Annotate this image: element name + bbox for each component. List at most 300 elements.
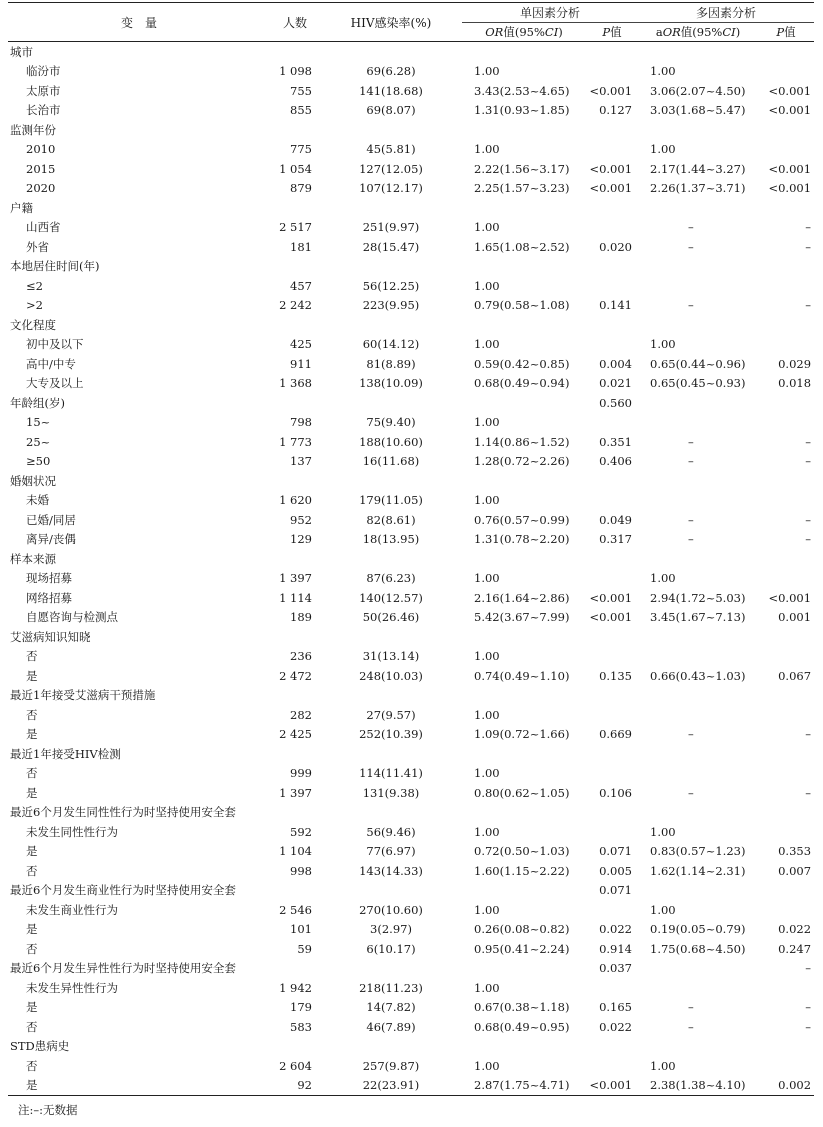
group-label: 样本来源 bbox=[10, 551, 56, 566]
cell-rate: 31(13.14) bbox=[362, 649, 420, 664]
cell-p: 0.106 bbox=[599, 785, 633, 800]
cell-or: 5.42(3.67~7.99) bbox=[474, 610, 570, 625]
cell-count bbox=[270, 471, 320, 491]
cell-or bbox=[462, 393, 586, 413]
table-row bbox=[8, 647, 814, 667]
cell-ap bbox=[758, 140, 814, 160]
cell-count: 1 397 bbox=[279, 571, 312, 586]
cell-aor bbox=[638, 276, 758, 296]
cell-p bbox=[586, 413, 638, 433]
cell-count bbox=[270, 1037, 320, 1057]
table-row bbox=[8, 276, 814, 296]
group-row bbox=[8, 627, 814, 647]
table-row bbox=[8, 432, 814, 452]
cell-count: 2 604 bbox=[279, 1058, 312, 1073]
cell-ap bbox=[758, 705, 814, 725]
cell-aor bbox=[638, 881, 758, 901]
cell-aor: 0.66(0.43~1.03) bbox=[650, 668, 746, 683]
table-row bbox=[8, 900, 814, 920]
table-body bbox=[8, 42, 814, 1096]
cell-aor: 1.00 bbox=[650, 902, 676, 917]
cell-ap: 0.029 bbox=[778, 356, 812, 371]
cell-p bbox=[586, 1037, 638, 1057]
cell-p bbox=[586, 686, 638, 706]
cell-ap bbox=[758, 393, 814, 413]
cell-rate: 14(7.82) bbox=[366, 1000, 416, 1015]
cell-or: 0.67(0.38~1.18) bbox=[474, 1000, 570, 1015]
cell-or: 3.43(2.53~4.65) bbox=[474, 83, 570, 98]
group-row bbox=[8, 744, 814, 764]
table-row bbox=[8, 998, 814, 1018]
cell-or: 1.00 bbox=[474, 707, 500, 722]
cell-ap bbox=[758, 413, 814, 433]
group-label: 最近1年接受艾滋病干预措施 bbox=[10, 688, 156, 703]
row-label: ≥50 bbox=[26, 454, 51, 469]
cell-count: 1 368 bbox=[279, 376, 312, 391]
table-row bbox=[8, 1056, 814, 1076]
header-p-italic: P bbox=[602, 25, 611, 39]
cell-p: 0.141 bbox=[599, 298, 633, 313]
cell-aor bbox=[638, 42, 758, 62]
cell-count: 189 bbox=[290, 610, 312, 625]
cell-p: <0.001 bbox=[589, 83, 633, 98]
cell-aor: 2.17(1.44~3.27) bbox=[650, 161, 746, 176]
cell-rate: 56(9.46) bbox=[366, 824, 416, 839]
cell-aor: 3.06(2.07~4.50) bbox=[650, 83, 746, 98]
cell-aor bbox=[638, 686, 758, 706]
table-row bbox=[8, 374, 814, 394]
table-row bbox=[8, 978, 814, 998]
group-row bbox=[8, 803, 814, 823]
cell-ap: – bbox=[805, 1019, 812, 1034]
row-label: >2 bbox=[26, 298, 43, 313]
cell-ap bbox=[758, 62, 814, 82]
cell-aor bbox=[638, 978, 758, 998]
row-label: 未发生商业性行为 bbox=[26, 902, 118, 917]
cell-or bbox=[462, 686, 586, 706]
cell-rate: 45(5.81) bbox=[366, 142, 416, 157]
cell-or bbox=[462, 549, 586, 569]
cell-p bbox=[586, 471, 638, 491]
cell-rate: 77(6.97) bbox=[366, 844, 416, 859]
cell-aor: – bbox=[688, 434, 694, 449]
table-row bbox=[8, 62, 814, 82]
cell-aor bbox=[638, 959, 758, 979]
header-or bbox=[462, 23, 586, 42]
cell-aor: 0.83(0.57~1.23) bbox=[650, 844, 746, 859]
cell-or bbox=[462, 627, 586, 647]
cell-rate: 75(9.40) bbox=[366, 415, 416, 430]
cell-p: 0.020 bbox=[599, 239, 633, 254]
cell-p: 0.004 bbox=[599, 356, 633, 371]
cell-count: 999 bbox=[290, 766, 312, 781]
cell-count: 998 bbox=[290, 863, 312, 878]
cell-aor bbox=[638, 705, 758, 725]
cell-count: 92 bbox=[297, 1078, 312, 1093]
cell-p: 0.037 bbox=[599, 961, 633, 976]
cell-ap: – bbox=[805, 239, 812, 254]
cell-or bbox=[462, 315, 586, 335]
row-label: 是 bbox=[26, 1078, 38, 1093]
cell-count: 879 bbox=[290, 181, 312, 196]
cell-ap bbox=[758, 881, 814, 901]
group-label: 城市 bbox=[10, 44, 33, 59]
table-row bbox=[8, 510, 814, 530]
cell-or: 1.00 bbox=[474, 1058, 500, 1073]
row-label: 否 bbox=[26, 766, 38, 781]
cell-count: 179 bbox=[290, 1000, 312, 1015]
row-label: 是 bbox=[26, 844, 38, 859]
table-row bbox=[8, 666, 814, 686]
cell-count: 952 bbox=[290, 512, 312, 527]
row-label: 否 bbox=[26, 941, 38, 956]
cell-rate: 22(23.91) bbox=[362, 1078, 420, 1093]
header-row-1 bbox=[8, 3, 814, 23]
cell-ap: <0.001 bbox=[768, 103, 812, 118]
cell-ap bbox=[758, 335, 814, 355]
cell-aor: 2.26(1.37~3.71) bbox=[650, 181, 746, 196]
cell-rate: 218(11.23) bbox=[359, 980, 423, 995]
cell-p bbox=[586, 62, 638, 82]
cell-ap: 0.022 bbox=[778, 922, 812, 937]
cell-p bbox=[586, 491, 638, 511]
cell-aor bbox=[638, 744, 758, 764]
cell-or: 1.00 bbox=[474, 649, 500, 664]
group-label: 监测年份 bbox=[10, 122, 56, 137]
cell-or: 1.00 bbox=[474, 142, 500, 157]
cell-count: 181 bbox=[290, 239, 312, 254]
cell-count bbox=[270, 881, 320, 901]
cell-count: 2 517 bbox=[279, 220, 312, 235]
cell-aor: 1.75(0.68~4.50) bbox=[650, 941, 746, 956]
cell-or: 1.65(1.08~2.52) bbox=[474, 239, 570, 254]
cell-p bbox=[586, 315, 638, 335]
row-label: 否 bbox=[26, 707, 38, 722]
group-row bbox=[8, 257, 814, 277]
cell-count: 1 942 bbox=[279, 980, 312, 995]
row-label: 否 bbox=[26, 649, 38, 664]
header-or-close: ) bbox=[558, 25, 563, 39]
cell-count: 1 054 bbox=[279, 161, 312, 176]
cell-p bbox=[586, 764, 638, 784]
cell-rate: 46(7.89) bbox=[366, 1019, 416, 1034]
header-univariate: 单因素分析 bbox=[462, 3, 638, 23]
cell-rate: 60(14.12) bbox=[362, 337, 420, 352]
cell-rate bbox=[320, 198, 462, 218]
header-aor-close: ) bbox=[735, 25, 741, 39]
cell-aor: 2.38(1.38~4.10) bbox=[650, 1078, 746, 1093]
cell-or bbox=[462, 959, 586, 979]
table-row bbox=[8, 1076, 814, 1096]
cell-count bbox=[270, 315, 320, 335]
cell-count: 236 bbox=[290, 649, 312, 664]
cell-ap: <0.001 bbox=[768, 161, 812, 176]
cell-aor: – bbox=[688, 1019, 694, 1034]
cell-aor bbox=[638, 413, 758, 433]
cell-aor: – bbox=[688, 727, 694, 742]
row-label: 临汾市 bbox=[26, 64, 61, 79]
cell-rate: 188(10.60) bbox=[359, 434, 423, 449]
table-row bbox=[8, 354, 814, 374]
row-label: 2010 bbox=[26, 142, 56, 157]
cell-rate bbox=[320, 881, 462, 901]
cell-rate: 18(13.95) bbox=[362, 532, 420, 547]
row-label: 自愿咨询与检测点 bbox=[26, 610, 118, 625]
cell-ap: – bbox=[805, 532, 812, 547]
cell-ap: 0.001 bbox=[778, 610, 812, 625]
cell-or bbox=[462, 1037, 586, 1057]
header-ap bbox=[758, 23, 814, 42]
row-label: 现场招募 bbox=[26, 571, 72, 586]
table-note: 注:–:无数据 bbox=[18, 1103, 78, 1117]
cell-count bbox=[270, 959, 320, 979]
cell-p: 0.022 bbox=[599, 1019, 633, 1034]
cell-or: 0.72(0.50~1.03) bbox=[474, 844, 570, 859]
cell-p: 0.049 bbox=[599, 512, 633, 527]
cell-count bbox=[270, 627, 320, 647]
cell-or: 1.00 bbox=[474, 766, 500, 781]
row-label: 初中及以下 bbox=[26, 337, 84, 352]
cell-aor: 1.00 bbox=[650, 571, 676, 586]
cell-rate bbox=[320, 257, 462, 277]
cell-or: 0.68(0.49~0.94) bbox=[474, 376, 570, 391]
table-row bbox=[8, 296, 814, 316]
cell-rate: 179(11.05) bbox=[359, 493, 423, 508]
header-aor-rest: 值(95% bbox=[680, 25, 723, 39]
cell-ap bbox=[758, 686, 814, 706]
cell-rate: 257(9.87) bbox=[362, 1058, 420, 1073]
row-label: 是 bbox=[26, 1000, 38, 1015]
cell-rate bbox=[320, 315, 462, 335]
cell-ap: – bbox=[805, 785, 812, 800]
cell-p: 0.351 bbox=[599, 434, 633, 449]
cell-count: 425 bbox=[290, 337, 312, 352]
cell-ap bbox=[758, 471, 814, 491]
group-row bbox=[8, 471, 814, 491]
cell-count: 755 bbox=[290, 83, 312, 98]
cell-or: 0.74(0.49~1.10) bbox=[474, 668, 570, 683]
table-row bbox=[8, 530, 814, 550]
cell-aor: – bbox=[688, 512, 694, 527]
cell-or bbox=[462, 744, 586, 764]
cell-or: 1.00 bbox=[474, 902, 500, 917]
cell-aor: 1.00 bbox=[650, 142, 676, 157]
table-row bbox=[8, 920, 814, 940]
regression-table bbox=[8, 2, 814, 1096]
cell-rate: 131(9.38) bbox=[362, 785, 420, 800]
cell-p bbox=[586, 140, 638, 160]
table-header bbox=[8, 3, 814, 42]
cell-or: 1.00 bbox=[474, 571, 500, 586]
row-label: 已婚/同居 bbox=[26, 512, 76, 527]
cell-ap: 0.002 bbox=[778, 1078, 812, 1093]
table-row bbox=[8, 335, 814, 355]
cell-aor: – bbox=[688, 454, 694, 469]
cell-rate: 16(11.68) bbox=[362, 454, 420, 469]
cell-aor: 0.19(0.05~0.79) bbox=[650, 922, 746, 937]
row-label: 否 bbox=[26, 1019, 38, 1034]
group-row bbox=[8, 549, 814, 569]
cell-or: 2.16(1.64~2.86) bbox=[474, 590, 570, 605]
cell-p bbox=[586, 1056, 638, 1076]
cell-p: <0.001 bbox=[589, 161, 633, 176]
cell-or bbox=[462, 881, 586, 901]
row-label: ≤2 bbox=[26, 278, 43, 293]
cell-or: 1.60(1.15~2.22) bbox=[474, 863, 570, 878]
cell-ap: <0.001 bbox=[768, 590, 812, 605]
cell-aor bbox=[638, 491, 758, 511]
cell-p: 0.669 bbox=[599, 727, 633, 742]
row-label: 大专及以上 bbox=[26, 376, 84, 391]
cell-or bbox=[462, 198, 586, 218]
cell-ap: <0.001 bbox=[768, 181, 812, 196]
cell-aor: 3.03(1.68~5.47) bbox=[650, 103, 746, 118]
cell-p bbox=[586, 569, 638, 589]
table-row bbox=[8, 764, 814, 784]
cell-or bbox=[462, 120, 586, 140]
cell-or: 1.00 bbox=[474, 220, 500, 235]
cell-count: 775 bbox=[290, 142, 312, 157]
cell-aor bbox=[638, 393, 758, 413]
cell-or: 2.22(1.56~3.17) bbox=[474, 161, 570, 176]
cell-p bbox=[586, 198, 638, 218]
group-label: 最近1年接受HIV检测 bbox=[10, 746, 121, 761]
cell-rate: 127(12.05) bbox=[359, 161, 423, 176]
cell-or: 1.00 bbox=[474, 337, 500, 352]
group-row bbox=[8, 959, 814, 979]
cell-count: 2 546 bbox=[279, 902, 312, 917]
cell-rate: 87(6.23) bbox=[366, 571, 416, 586]
cell-p: 0.135 bbox=[599, 668, 633, 683]
header-count: 人数 bbox=[270, 3, 320, 42]
table-row bbox=[8, 218, 814, 238]
cell-rate: 3(2.97) bbox=[370, 922, 412, 937]
cell-or: 1.00 bbox=[474, 824, 500, 839]
row-label: 未发生同性性行为 bbox=[26, 824, 118, 839]
cell-p: <0.001 bbox=[589, 610, 633, 625]
group-row bbox=[8, 198, 814, 218]
cell-or: 0.79(0.58~1.08) bbox=[474, 298, 570, 313]
cell-count bbox=[270, 198, 320, 218]
cell-count bbox=[270, 42, 320, 62]
row-label: 是 bbox=[26, 922, 38, 937]
cell-ap bbox=[758, 764, 814, 784]
cell-rate: 50(26.46) bbox=[362, 610, 420, 625]
cell-count: 1 397 bbox=[279, 785, 312, 800]
cell-rate bbox=[320, 803, 462, 823]
cell-p: 0.127 bbox=[599, 103, 633, 118]
cell-rate: 27(9.57) bbox=[366, 707, 416, 722]
cell-p bbox=[586, 978, 638, 998]
table-row bbox=[8, 179, 814, 199]
table-row bbox=[8, 783, 814, 803]
cell-p: 0.022 bbox=[599, 922, 633, 937]
table-row bbox=[8, 939, 814, 959]
cell-ap bbox=[758, 257, 814, 277]
table-row bbox=[8, 237, 814, 257]
row-label: 2015 bbox=[26, 161, 56, 176]
cell-or bbox=[462, 471, 586, 491]
cell-ap bbox=[758, 569, 814, 589]
cell-ap bbox=[758, 647, 814, 667]
cell-or: 1.14(0.86~1.52) bbox=[474, 434, 570, 449]
cell-count bbox=[270, 803, 320, 823]
cell-rate: 223(9.95) bbox=[362, 298, 420, 313]
table-row bbox=[8, 705, 814, 725]
cell-p bbox=[586, 803, 638, 823]
cell-p bbox=[586, 822, 638, 842]
table-row bbox=[8, 101, 814, 121]
row-label: 是 bbox=[26, 668, 38, 683]
group-label: 文化程度 bbox=[10, 317, 56, 332]
header-aor-italic: OR bbox=[662, 25, 681, 39]
cell-ap: – bbox=[805, 298, 812, 313]
cell-aor bbox=[638, 315, 758, 335]
cell-aor: – bbox=[688, 532, 694, 547]
cell-p bbox=[586, 744, 638, 764]
cell-aor: 2.94(1.72~5.03) bbox=[650, 590, 746, 605]
cell-aor: – bbox=[688, 298, 694, 313]
cell-or bbox=[462, 257, 586, 277]
cell-or: 2.25(1.57~3.23) bbox=[474, 181, 570, 196]
cell-ap bbox=[758, 822, 814, 842]
cell-rate: 56(12.25) bbox=[362, 278, 420, 293]
cell-or: 1.00 bbox=[474, 278, 500, 293]
row-label: 外省 bbox=[26, 239, 49, 254]
cell-rate: 252(10.39) bbox=[359, 727, 423, 742]
cell-p bbox=[586, 647, 638, 667]
cell-count bbox=[270, 549, 320, 569]
table-row bbox=[8, 452, 814, 472]
cell-ap bbox=[758, 627, 814, 647]
cell-p bbox=[586, 549, 638, 569]
cell-ap bbox=[758, 1037, 814, 1057]
cell-count: 1 773 bbox=[279, 434, 312, 449]
cell-ap bbox=[758, 978, 814, 998]
cell-rate bbox=[320, 393, 462, 413]
cell-p bbox=[586, 276, 638, 296]
cell-count bbox=[270, 393, 320, 413]
cell-rate: 107(12.17) bbox=[359, 181, 423, 196]
group-row bbox=[8, 686, 814, 706]
cell-or: 1.00 bbox=[474, 493, 500, 508]
cell-count: 2 425 bbox=[279, 727, 312, 742]
cell-rate: 141(18.68) bbox=[359, 83, 423, 98]
cell-p bbox=[586, 42, 638, 62]
group-label: STD患病史 bbox=[10, 1039, 70, 1054]
cell-count: 855 bbox=[290, 103, 312, 118]
group-label: 最近6个月发生商业性行为时坚持使用安全套 bbox=[10, 883, 236, 898]
cell-aor: 1.00 bbox=[650, 1058, 676, 1073]
cell-ap: – bbox=[805, 454, 812, 469]
cell-rate bbox=[320, 1037, 462, 1057]
group-row bbox=[8, 315, 814, 335]
cell-ap: – bbox=[805, 961, 812, 976]
cell-rate: 81(8.89) bbox=[366, 356, 416, 371]
group-label: 艾滋病知识知晓 bbox=[10, 629, 91, 644]
cell-aor: 3.45(1.67~7.13) bbox=[650, 610, 746, 625]
cell-count bbox=[270, 686, 320, 706]
cell-p bbox=[586, 120, 638, 140]
cell-ap: 0.247 bbox=[778, 941, 812, 956]
header-or-italic: OR bbox=[485, 25, 504, 39]
table-row bbox=[8, 159, 814, 179]
cell-aor bbox=[638, 627, 758, 647]
header-or-rest: 值(95% bbox=[503, 25, 545, 39]
group-row bbox=[8, 393, 814, 413]
table-row bbox=[8, 491, 814, 511]
row-label: 25~ bbox=[26, 434, 51, 449]
